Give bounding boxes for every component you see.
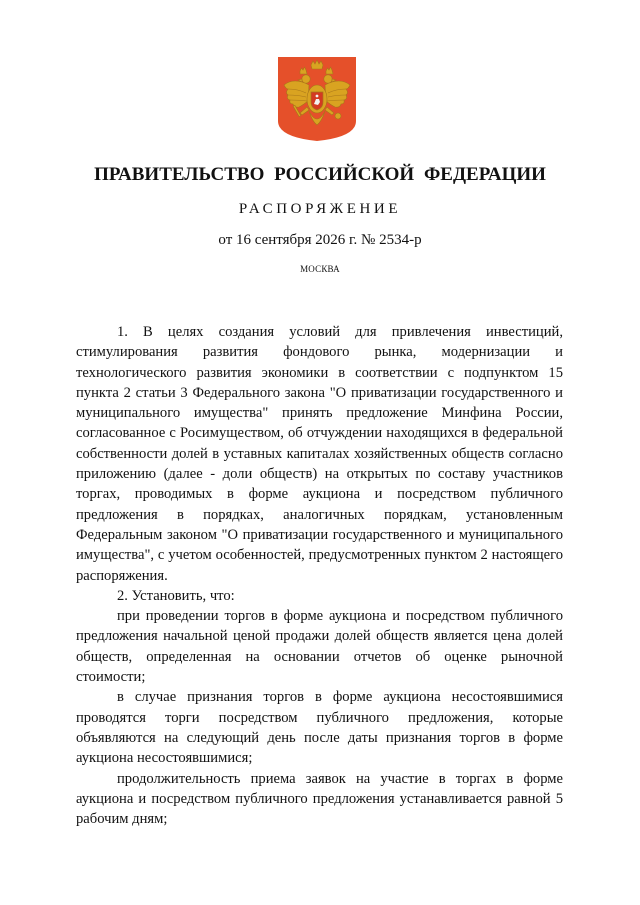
- coat-of-arms-emblem: [276, 55, 358, 143]
- document-city: МОСКВА: [300, 264, 340, 274]
- government-title: ПРАВИТЕЛЬСТВО РОССИЙСКОЙ ФЕДЕРАЦИИ: [94, 164, 546, 185]
- document-type: РАСПОРЯЖЕНИЕ: [238, 201, 402, 217]
- paragraph: при проведении торгов в форме аукциона и посредством публичного предложения начальной ценой продажи долей обществ является цена долей обществ, определенная на основании отчетов об оценке рыночной стоимости;: [76, 608, 563, 686]
- document-body: [76, 322, 563, 829]
- coat-of-arms-russia-icon: [276, 55, 358, 143]
- paragraph: 2. Установить, что:: [117, 587, 235, 604]
- paragraph: продолжительность приема заявок на участие в торгах в форме аукциона и посредством публичного предложения устанавливается равной 5 рабочим дням;: [76, 770, 563, 828]
- document-date: от 16 сентября 2026 г. № 2534-р: [218, 232, 422, 248]
- paragraph: 1. В целях создания условий для привлечения инвестиций, стимулирования развития фондового рынка, модернизации и технологического развития экономики в соответствии с подпунктом 15 пункта 2 статьи 3 Федерального закона "О приватизации государственного и муниципального имущества" принять предложение Минфина России, согласованное с Росимуществом, об отчуждении находящихся в федеральной собственности долей в уставных капиталах хозяйственных обществ согласно приложению (далее - доли обществ) на открытых по составу участников торгах, проводимых в форме аукциона и посредством публичного предложения в порядках, аналогичных порядкам, установленным Федеральным законом "О приватизации государственного и муниципального имущества", с учетом особенностей, предусмотренных пунктом 2 настоящего распоряжения.: [76, 324, 563, 584]
- paragraph: в случае признания торгов в форме аукциона несостоявшимися проводятся торги посредством публичного предложения, которые объявляются на следующий день после даты признания торгов в форме аукциона несостоявшимися;: [76, 689, 563, 767]
